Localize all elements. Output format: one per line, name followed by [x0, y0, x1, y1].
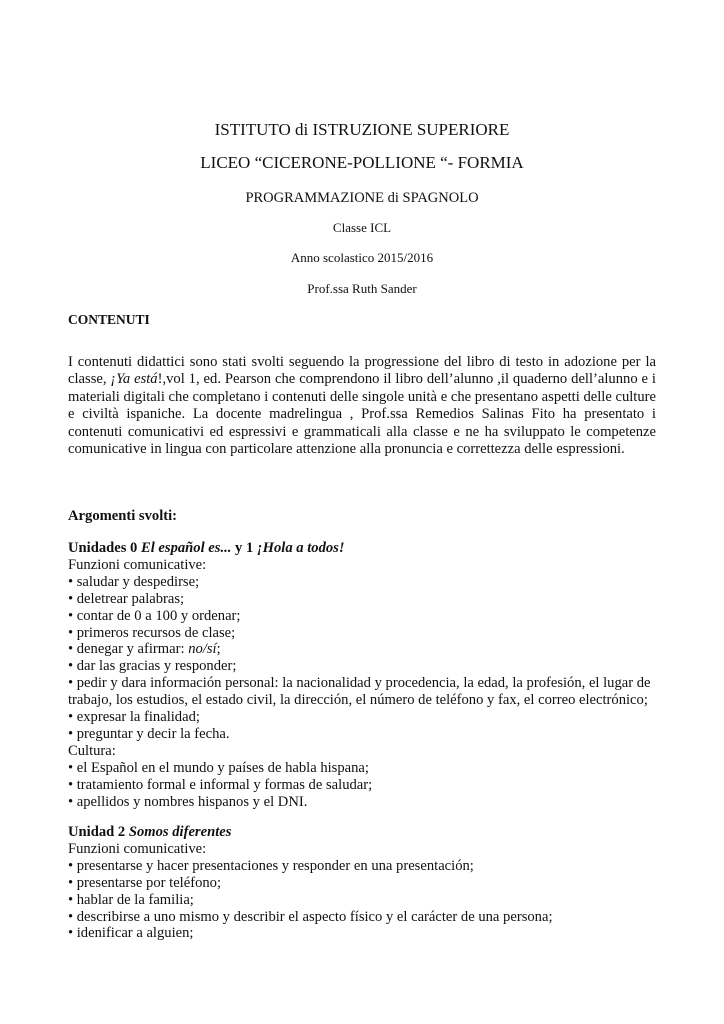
list-item: • el Español en el mundo y países de habla hispana; [68, 759, 369, 776]
unit-0-1-title-prefix: Unidades 0 [68, 540, 141, 556]
list-item: • idenificar a alguien; [68, 925, 194, 942]
list-item: • preguntar y decir la fecha. [68, 725, 230, 742]
list-item: • describirse a uno mismo y describir el aspecto físico y el carácter de una persona; [68, 908, 553, 925]
class-label: Classe ICL [332, 220, 392, 235]
argomenti-heading: Argomenti svolti: [68, 508, 178, 524]
unit-0-1-title [68, 540, 668, 557]
intro-text-2: !,vol 1, ed. Pearson che comprendono il libro dell’alunno ,il quaderno dell’alunno e i materiali digitali che completano i contenuti delle singole unità e che presentano aspetti delle culture e civiltà ispaniche. La docente madrelingua , Prof.ssa Remedios Salinas Fito ha presentato i contenuti comunicativi ed espressivi e grammaticali alla classe e ne ha sviluppato le competenze comunicative in lingua con particolare attenzione alla pronuncia e correttezza delle espressioni. [68, 371, 656, 458]
unit-1-title-italic: ¡Hola a todos! [256, 540, 345, 556]
denegar-text: • denegar y afirmar: [68, 641, 189, 658]
denegar-suffix: ; [216, 641, 221, 658]
list-item: • pedir y dara información personal: la nacionalidad y procedencia, la edad, la profesión, el lugar de trabajo, los estudios, el estado civil, la dirección, el número de teléfono y fax, el correo electrónico; [68, 675, 651, 709]
list-item [68, 641, 668, 658]
unit-1-title-prefix: y 1 [231, 540, 257, 556]
list-item: • apellidos y nombres hispanos y el DNI. [68, 793, 308, 810]
list-item: • hablar de la familia; [68, 891, 194, 908]
unit-2-title-prefix: Unidad 2 [68, 824, 129, 840]
list-item: • contar de 0 a 100 y ordenar; [68, 607, 241, 624]
unit-2-title-italic: Somos diferentes [128, 824, 232, 840]
funzioni-label: Funzioni comunicative: [68, 556, 207, 573]
unit-0-1-section [68, 540, 668, 811]
textbook-title: ¡Ya está [110, 371, 158, 388]
school-name: LICEO “CICERONE-POLLIONE “- FORMIA [200, 153, 524, 172]
list-item: • saludar y despedirse; [68, 573, 200, 590]
cultura-label: Cultura: [68, 742, 116, 759]
list-item: • presentarse y hacer presentaciones y responder en una presentación; [68, 857, 474, 874]
intro-paragraph [68, 354, 656, 458]
unit-2-section [68, 824, 668, 942]
teacher-name: Prof.ssa Ruth Sander [307, 281, 417, 296]
list-item: • presentarse por teléfono; [68, 874, 222, 891]
institute-title: ISTITUTO di ISTRUZIONE SUPERIORE [214, 120, 510, 139]
contenuti-heading: CONTENUTI [68, 312, 150, 327]
list-item: • deletrear palabras; [68, 590, 185, 607]
funzioni-label: Funzioni comunicative: [68, 840, 207, 857]
denegar-italic: no/sí [188, 641, 217, 658]
intro-text-1: I contenuti didattici sono stati svolti seguendo la progressione del libro di testo in adozione per la classe, [68, 354, 656, 388]
list-item: • dar las gracias y responder; [68, 658, 237, 675]
list-item: • tratamiento formal e informal y formas de saludar; [68, 776, 373, 793]
school-year: Anno scolastico 2015/2016 [290, 250, 434, 265]
list-item: • primeros recursos de clase; [68, 624, 236, 641]
list-item: • expresar la finalidad; [68, 709, 200, 726]
program-title: PROGRAMMAZIONE di SPAGNOLO [245, 190, 479, 206]
unit-2-title [68, 824, 668, 841]
unit-0-title-italic: El español es... [141, 540, 232, 556]
